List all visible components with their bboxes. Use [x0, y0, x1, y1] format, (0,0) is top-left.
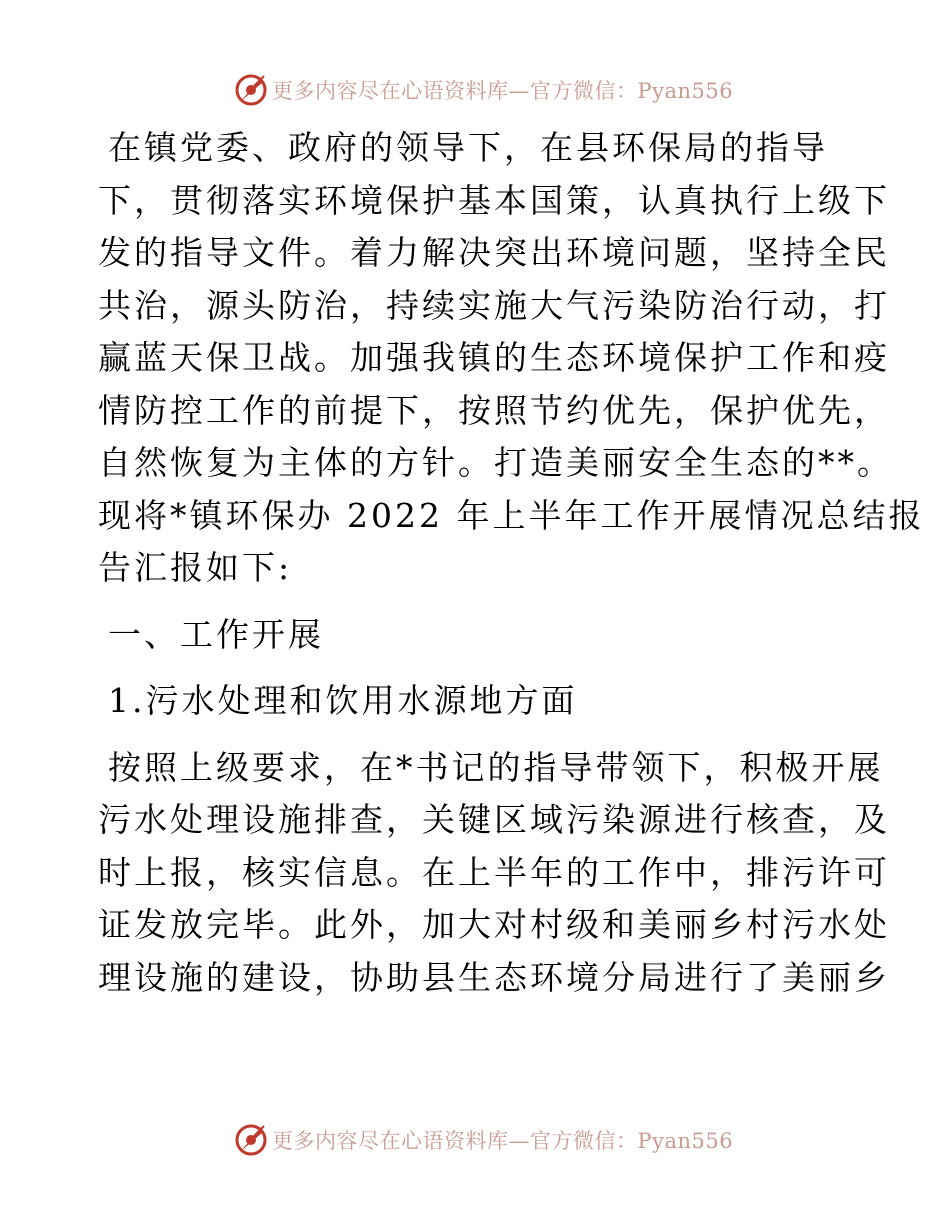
body-paragraph: [98, 742, 890, 1005]
text-line: 时上报，核实信息。在上半年的工作中，排污许可: [98, 852, 890, 892]
text-line: 下，贯彻落实环境保护基本国策，认真执行上级下: [98, 180, 890, 220]
quill-logo-icon: [234, 1123, 268, 1157]
header-watermark: [0, 70, 950, 110]
text-line: 告汇报如下:: [98, 548, 293, 587]
text-line: 发的指导文件。着力解决突出环境问题，坚持全民: [98, 233, 890, 272]
wechat-id: Pyan556: [637, 1129, 734, 1153]
wechat-id: Pyan556: [637, 79, 734, 103]
text-line: 自然恢复为主体的方针。打造美丽安全生态的**。: [98, 443, 893, 482]
subsection-heading-text: 1.污水处理和饮用水源地方面: [108, 681, 578, 720]
watermark-text: 更多内容尽在心语资料库—官方微信：Pyan556: [272, 79, 734, 103]
text-line: 按照上级要求，在*书记的指导带领下，积极开展: [108, 747, 884, 787]
section-heading-text: 一、工作开展: [108, 614, 324, 654]
text-line: 污水处理设施排查，关键区域污染源进行核查，及: [98, 800, 890, 839]
text-line: 现将*镇环保办 2022 年上半年工作开展情况总结报: [98, 495, 925, 535]
text-line: 情防控工作的前提下，按照节约优先，保护优先，: [98, 390, 890, 430]
text-line: 证发放完毕。此外，加大对村级和美丽乡村污水处: [98, 905, 890, 944]
text-line: 赢蓝天保卫战。加强我镇的生态环境保护工作和疫: [98, 338, 890, 377]
intro-paragraph: [98, 122, 925, 595]
document-body: [98, 122, 925, 1004]
watermark-text: 更多内容尽在心语资料库—官方微信：Pyan556: [272, 1129, 734, 1153]
text-line: 在镇党委、政府的领导下，在县环保局的指导: [108, 128, 828, 167]
text-line: 理设施的建设，协助县生态环境分局进行了美丽乡: [98, 957, 890, 997]
section-heading: [98, 609, 858, 662]
quill-logo-icon: [234, 73, 268, 107]
footer-watermark: [0, 1120, 950, 1160]
subsection-heading: [98, 675, 858, 728]
text-line: 共治，源头防治，持续实施大气污染防治行动，打: [98, 285, 890, 325]
